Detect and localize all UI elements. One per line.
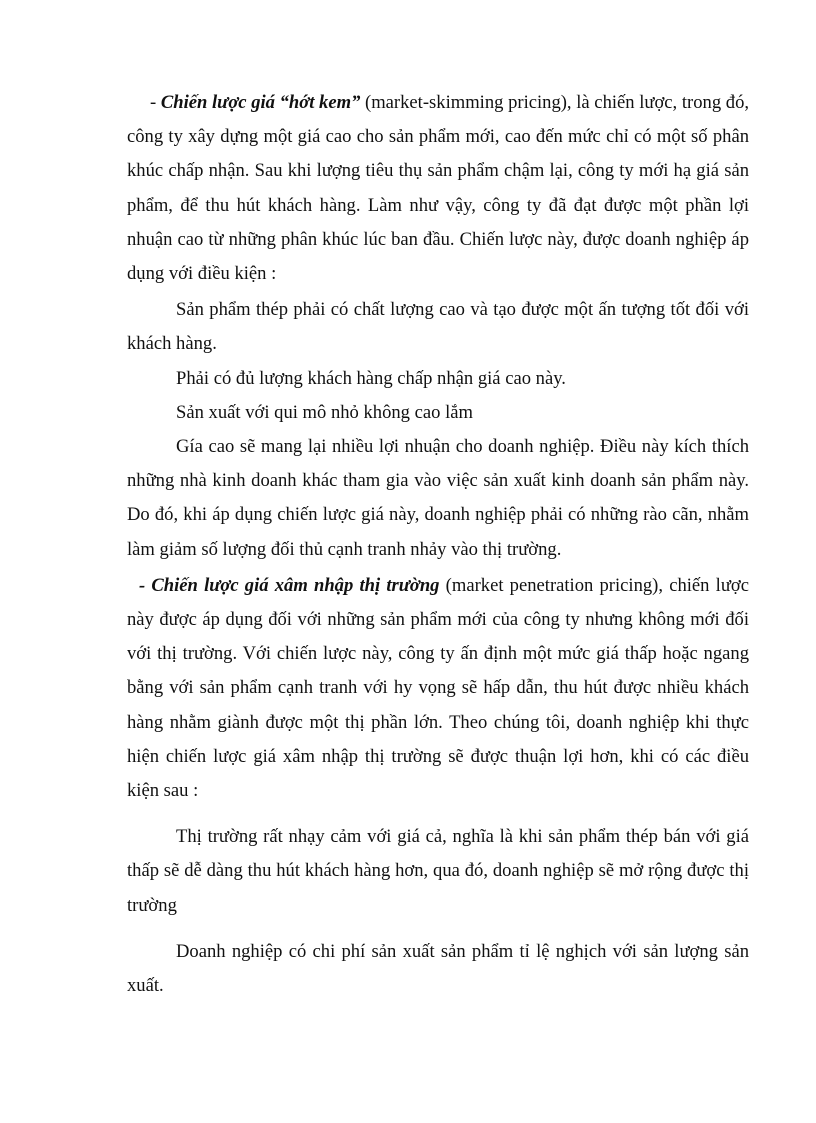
paragraph-skimming-pricing bbox=[127, 86, 749, 291]
condition-cost-inverse: Doanh nghiệp có chi phí sản xuất sản phẩm tỉ lệ nghịch với sản lượng sản xuất. bbox=[127, 940, 749, 997]
term-skimming-pricing: Chiến lược giá “hớt kem” bbox=[160, 92, 361, 113]
condition-quality: Sản phẩm thép phải có chất lượng cao và tạo được một ấn tượng tốt đối với khách hàng. bbox=[127, 299, 749, 355]
condition-customers: Phải có đủ lượng khách hàng chấp nhận giá cao này. bbox=[176, 367, 566, 389]
document-body bbox=[127, 86, 749, 1003]
condition-price-sensitive: Thị trường rất nhạy cảm với giá cả, nghĩa là khi sản phẩm thép bán với giá thấp sẽ dễ dàng thu hút khách hàng hơn, qua đó, doanh nghiệp sẽ mở rộng được thị trường bbox=[127, 826, 749, 916]
condition-small-scale: Sản xuất với qui mô nhỏ không cao lắm bbox=[176, 401, 473, 423]
term-penetration-pricing: - Chiến lược giá xâm nhập thị trường bbox=[139, 574, 440, 596]
paragraph-text: (market penetration pricing), chiến lược này được áp dụng đối với những sản phẩm mới của công ty nhưng không mới đối với thị trường. Với chiến lược này, công ty ấn định một mức giá thấp hoặc ngang bằng với sản phẩm cạnh tranh với hy vọng sẽ hấp dẫn, thu hút được nhiều khách hàng nhằm giành được một thị phần lớn. Theo chúng tôi, doanh nghiệp khi thực hiện chiến lược giá xâm nhập thị trường sẽ được thuận lợi hơn, khi có các điều kiện sau : bbox=[127, 574, 749, 802]
paragraph-penetration-pricing bbox=[127, 569, 749, 808]
paragraph-text: (market-skimming pricing), là chiến lược, trong đó, công ty xây dựng một giá cao cho sản phẩm mới, cao đến mức chỉ có một số phân khúc chấp nhận. Sau khi lượng tiêu thụ sản phẩm chậm lại, công ty mới hạ giá sản phẩm, để thu hút khách hàng. Làm như vậy, công ty đã đạt được một phần lợi nhuận cao từ những phân khúc lúc ban đầu. Chiến lược này, được doanh nghiệp áp dụng với điều kiện : bbox=[127, 92, 750, 285]
paragraph-high-price-effect: Gía cao sẽ mang lại nhiều lợi nhuận cho doanh nghiệp. Điều này kích thích những nhà kinh doanh khác tham gia vào việc sản xuất kinh doanh sản phẩm này. Do đó, khi áp dụng chiến lược giá này, doanh nghiệp phải có những rào cãn, nhằm làm giảm số lượng đối thủ cạnh tranh nhảy vào thị trường. bbox=[127, 436, 749, 560]
lead-dash: - bbox=[150, 92, 161, 113]
